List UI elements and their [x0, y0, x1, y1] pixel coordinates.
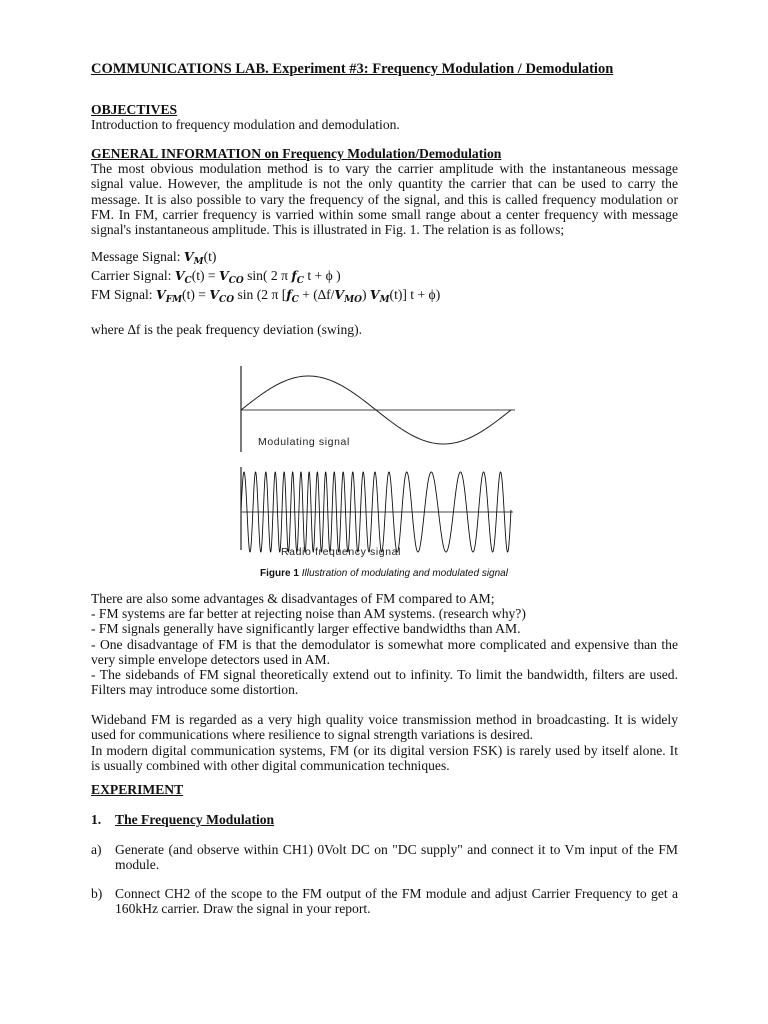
advantage-item: - FM signals generally have significantly larger effective bandwidths than AM.	[91, 621, 521, 637]
step-b-label: b)	[91, 886, 103, 901]
section-1-number: 1.	[91, 812, 102, 827]
section-1-title: The Frequency Modulation	[115, 812, 275, 827]
rf-signal-label: Radio frequency signal	[281, 546, 402, 558]
figure-caption-prefix: Figure 1	[260, 568, 299, 579]
fm-signal-equation: FM Signal: $V_{FM}(t) = V_{CO}$ sin (2 π [$f_C + (\Delta f/V_{MO})$ $V_M(t)$] t + ϕ)	[91, 287, 441, 305]
digital-text: In modern digital communication systems, FM (or its digital version FSK) is rarely used by itself alone. It is usually combined with other digital communication techniques.	[91, 742, 678, 773]
objectives-text: Introduction to frequency modulation and demodulation.	[91, 117, 400, 132]
message-signal-label: Message Signal:	[91, 249, 181, 264]
step-a-text: Generate (and observe within CH1) 0Volt DC on "DC supply" and connect it to Vm input of the FM module.	[115, 842, 678, 873]
fm-signal-label: FM Signal:	[91, 287, 153, 302]
advantages-list	[91, 606, 678, 698]
where-text: where ∆f is the peak frequency deviation (swing).	[91, 322, 363, 337]
modulating-signal-label: Modulating signal	[258, 436, 350, 448]
general-info-heading: GENERAL INFORMATION on Frequency Modulation/Demodulation	[91, 146, 502, 161]
document-title: COMMUNICATIONS LAB. Experiment #3: Frequency Modulation / Demodulation	[91, 61, 614, 77]
general-info-paragraph: The most obvious modulation method is to vary the carrier amplitude with the instantaneous message signal value. However, the amplitude is not the only quantity the carrier that can be used to carry the message. It is also possible to vary the frequency of the signal, and this is called frequency modulation or FM. In FM, carrier frequency is varried within some small range about a center frequency with message signal's instantaneous amplitude. This is illustrated in Fig. 1. The relation is as follows;	[91, 161, 678, 238]
step-b-text: Connect CH2 of the scope to the FM output of the FM module and adjust Carrier Frequency to get a 160kHz carrier. Draw the signal in your report.	[115, 886, 678, 917]
experiment-heading: EXPERIMENT	[91, 782, 184, 797]
advantages-intro: There are also some advantages & disadvantages of FM compared to AM;	[91, 591, 495, 606]
message-signal-equation: Message Signal: $V_M(t)$	[91, 249, 217, 267]
advantage-item: - The sidebands of FM signal theoretically extend out to infinity. To limit the bandwidth, filters are used. Filters may introduce some distortion.	[91, 667, 678, 698]
step-a	[91, 842, 678, 873]
advantage-item: - FM systems are far better at rejecting noise than AM systems. (research why?)	[91, 606, 526, 621]
objectives-heading: OBJECTIVES	[91, 102, 178, 117]
wideband-text: Wideband FM is regarded as a very high quality voice transmission method in broadcasting. It is widely used for communications where resilience to signal strength variations is desired.	[91, 712, 678, 743]
step-b	[91, 886, 678, 917]
carrier-signal-label: Carrier Signal:	[91, 268, 172, 283]
step-a-label: a)	[91, 842, 102, 857]
wideband-paragraph	[91, 712, 678, 773]
figure-caption-text: Illustration of modulating and modulated signal	[301, 568, 508, 579]
carrier-signal-equation: Carrier Signal: $V_C(t) = V_{CO}$ sin( 2 π $f_C$ t + ϕ )	[91, 268, 341, 286]
figure-1-caption	[0, 568, 768, 579]
figure-1-illustration	[230, 360, 530, 560]
advantage-item: - One disadvantage of FM is that the demodulator is somewhat more complicated and expensive than the very simple envelope detectors used in AM.	[91, 636, 678, 667]
